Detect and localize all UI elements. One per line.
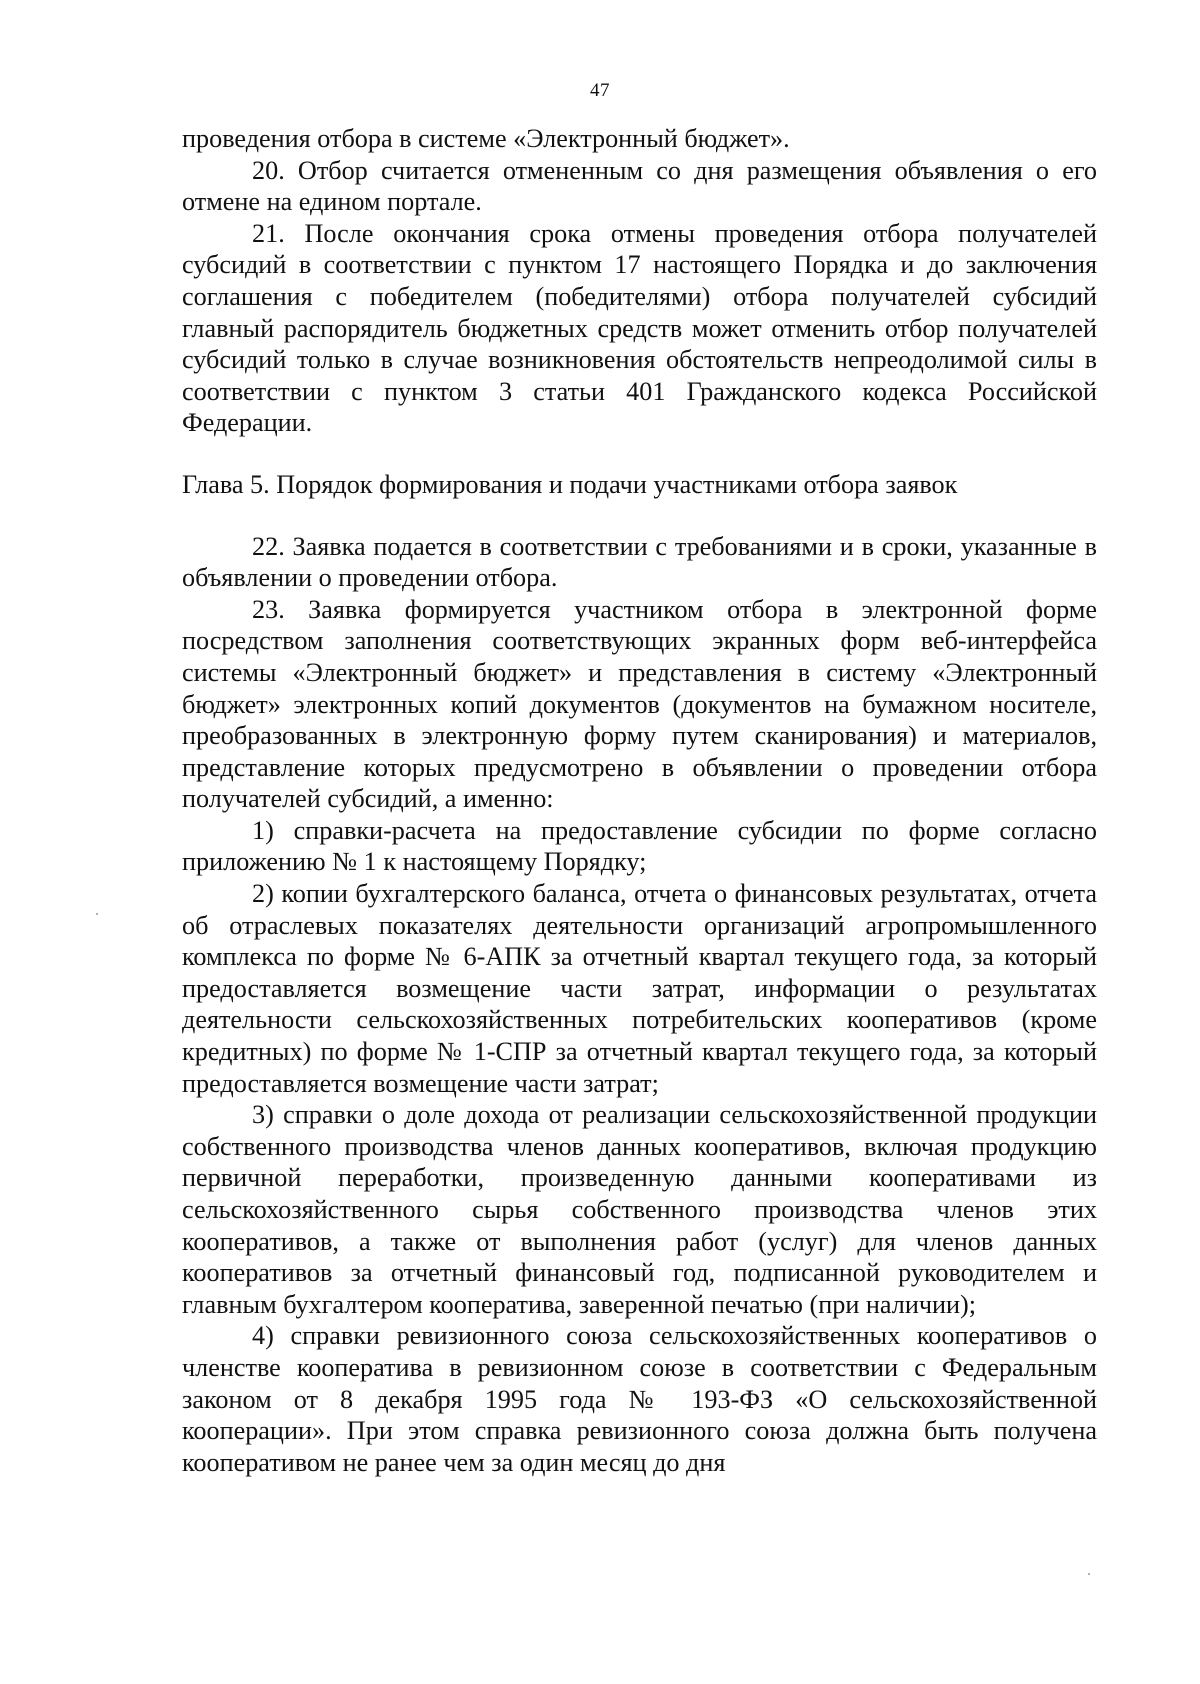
list-item-3: 3) справки о доле дохода от реализации сельскохозяйственной продукции собственного производства членов данных кооперативов, включая продукцию первичной переработки, произведенную данными кооперативами из сельскохозяйственного сырья собственного производства членов этих кооперативов, а также от выполнения работ (услуг) для членов данных кооперативов за отчетный финансовый год, подписанной руководителем и главным бухгалтером кооператива, заверенной печатью (при наличии); [182, 1100, 1097, 1319]
scan-speck [1088, 1573, 1090, 1575]
paragraph-20: 20. Отбор считается отмененным со дня размещения объявления о его отмене на едином портале. [182, 155, 1097, 217]
list-item-4: 4) справки ревизионного союза сельскохозяйственных кооперативов о членстве кооператива в ревизионном союзе в соответствии с Федеральным законом от 8 декабря 1995 года № 193-ФЗ «О сельскохозяйственной кооперации». При этом справка ревизионного союза должна быть получена кооперативом не ранее чем за один месяц до дня [182, 1321, 1097, 1477]
scan-speck [96, 913, 98, 915]
paragraph-21: 21. После окончания срока отмены проведения отбора получателей субсидий в соответствии с пунктом 17 настоящего Порядка и до заключения соглашения с победителем (победителями) отбора получателей субсидий главный распорядитель бюджетных средств может отменить отбор получателей субсидий только в случае возникновения обстоятельств непреодолимой силы в соответствии с пунктом 3 статьи 401 Гражданского кодекса Российской Федерации. [182, 218, 1097, 438]
list-item-1: 1) справки-расчета на предоставление субсидии по форме согласно приложению № 1 к настоящему Порядку; [182, 815, 1097, 877]
document-body [182, 123, 1097, 1478]
paragraph-continuation: проведения отбора в системе «Электронный бюджет». [182, 124, 790, 153]
list-item-2: 2) копии бухгалтерского баланса, отчета о финансовых результатах, отчета об отраслевых показателях деятельности организаций агропромышленного комплекса по форме № 6-АПК за отчетный квартал текущего года, за который предоставляется возмещение части затрат, информации о результатах деятельности сельскохозяйственных потребительских кооперативов (кроме кредитных) по форме № 1-СПР за отчетный квартал текущего года, за который предоставляется возмещение части затрат; [182, 879, 1097, 1098]
page-number: 47 [590, 80, 610, 101]
chapter-heading: Глава 5. Порядок формирования и подачи участниками отбора заявок [182, 469, 958, 499]
paragraph-22: 22. Заявка подается в соответствии с требованиями и в сроки, указанные в объявлении о проведении отбора. [182, 531, 1097, 593]
paragraph-23: 23. Заявка формируется участником отбора в электронной форме посредством заполнения соответствующих экранных форм веб-интерфейса системы «Электронный бюджет» и представления в систему «Электронный бюджет» электронных копий документов (документов на бумажном носителе, преобразованных в электронную форму путем сканирования) и материалов, представление которых предусмотрено в объявлении о проведении отбора получателей субсидий, а именно: [182, 594, 1097, 814]
